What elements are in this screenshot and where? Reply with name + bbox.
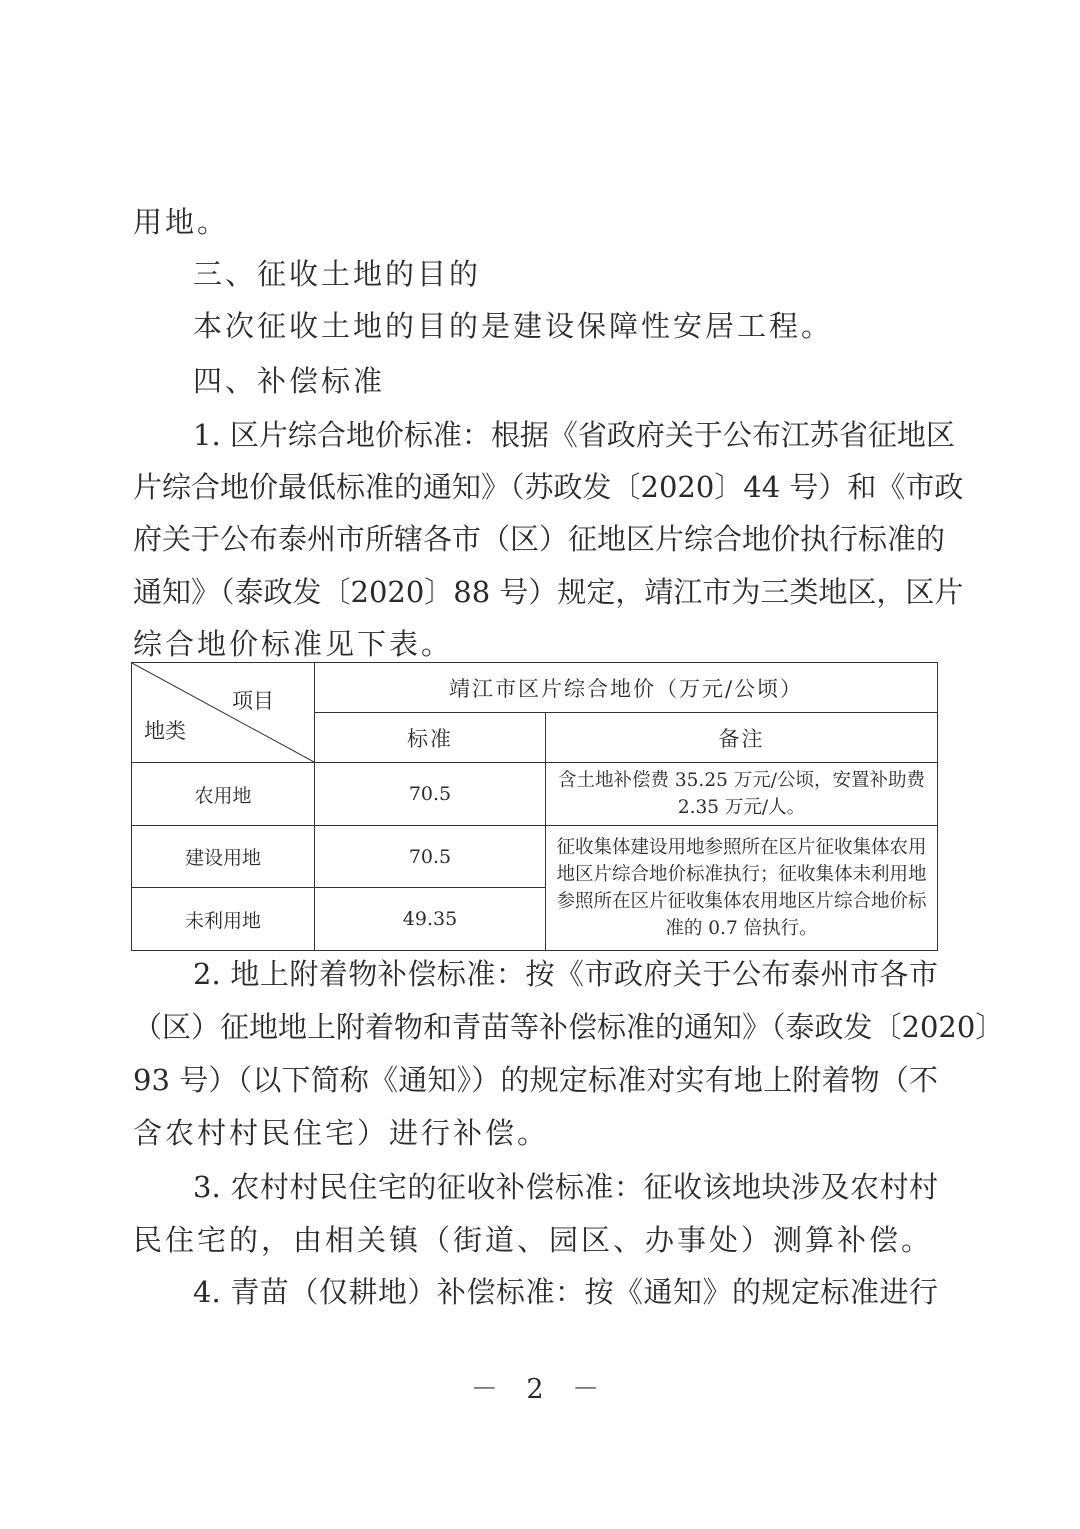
paragraph-continuation: 用地。 [133, 205, 230, 239]
category-cell: 农用地 [132, 763, 315, 826]
column-header-standard: 标准 [315, 713, 546, 763]
paragraph-line: （区）征地地上附着物和青苗等补偿标准的通知》（泰政发〔2020〕 [133, 1010, 1005, 1044]
merged-remark-cell: 征收集体建设用地参照所在区片征收集体农用地区片综合地价标准执行；征收集体未利用地参照所在区片征收集体农用地区片综合地价标准的 0.7 倍执行。 [546, 826, 938, 951]
paragraph-line: 93 号）（以下简称《通知》）的规定标准对实有地上附着物（不 [133, 1063, 938, 1097]
column-header-remark: 备注 [546, 713, 938, 763]
corner-item-label: 项目 [232, 689, 274, 713]
paragraph-line: 3. 农村村民住宅的征收补偿标准：征收该地块涉及农村村 [193, 1170, 938, 1204]
diagonal-line [132, 663, 314, 762]
paragraph-line: 含农村村民住宅）进行补偿。 [133, 1116, 550, 1150]
standard-cell: 70.5 [315, 763, 546, 826]
category-cell: 建设用地 [132, 826, 315, 888]
corner-category-label: 地类 [144, 719, 186, 743]
group-header: 靖江市区片综合地价（万元/公顷） [315, 663, 938, 713]
section-heading-compensation: 四、补偿标准 [193, 364, 386, 398]
page-number: － 2 － [470, 1374, 610, 1405]
section-heading-purpose: 三、征收土地的目的 [193, 257, 482, 291]
paragraph-line: 通知》（泰政发〔2020〕88 号）规定，靖江市为三类地区，区片 [133, 575, 964, 609]
standard-cell: 70.5 [315, 826, 546, 888]
remark-cell: 含土地补偿费 35.25 万元/公顷，安置补助费 2.35 万元/人。 [546, 763, 938, 826]
paragraph-line: 民住宅的，由相关镇（街道、园区、办事处）测算补偿。 [133, 1223, 934, 1257]
paragraph-line: 2. 地上附着物补偿标准：按《市政府关于公布泰州市各市 [193, 957, 938, 991]
table-row [132, 763, 938, 826]
paragraph-line: 府关于公布泰州市所辖各市（区）征地区片综合地价执行标准的 [133, 522, 946, 556]
table-row [132, 826, 938, 888]
category-cell: 未利用地 [132, 888, 315, 951]
standard-cell: 49.35 [315, 888, 546, 951]
land-price-table [131, 662, 938, 951]
table-corner-cell [132, 663, 315, 763]
paragraph-line: 4. 青苗（仅耕地）补偿标准：按《通知》的规定标准进行 [193, 1275, 938, 1309]
paragraph-purpose: 本次征收土地的目的是建设保障性安居工程。 [193, 309, 834, 343]
paragraph-line: 综合地价标准见下表。 [133, 627, 454, 661]
paragraph-line: 片综合地价最低标准的通知》（苏政发〔2020〕44 号）和《市政 [133, 470, 964, 504]
paragraph-line: 1. 区片综合地价标准：根据《省政府关于公布江苏省征地区 [193, 418, 955, 452]
